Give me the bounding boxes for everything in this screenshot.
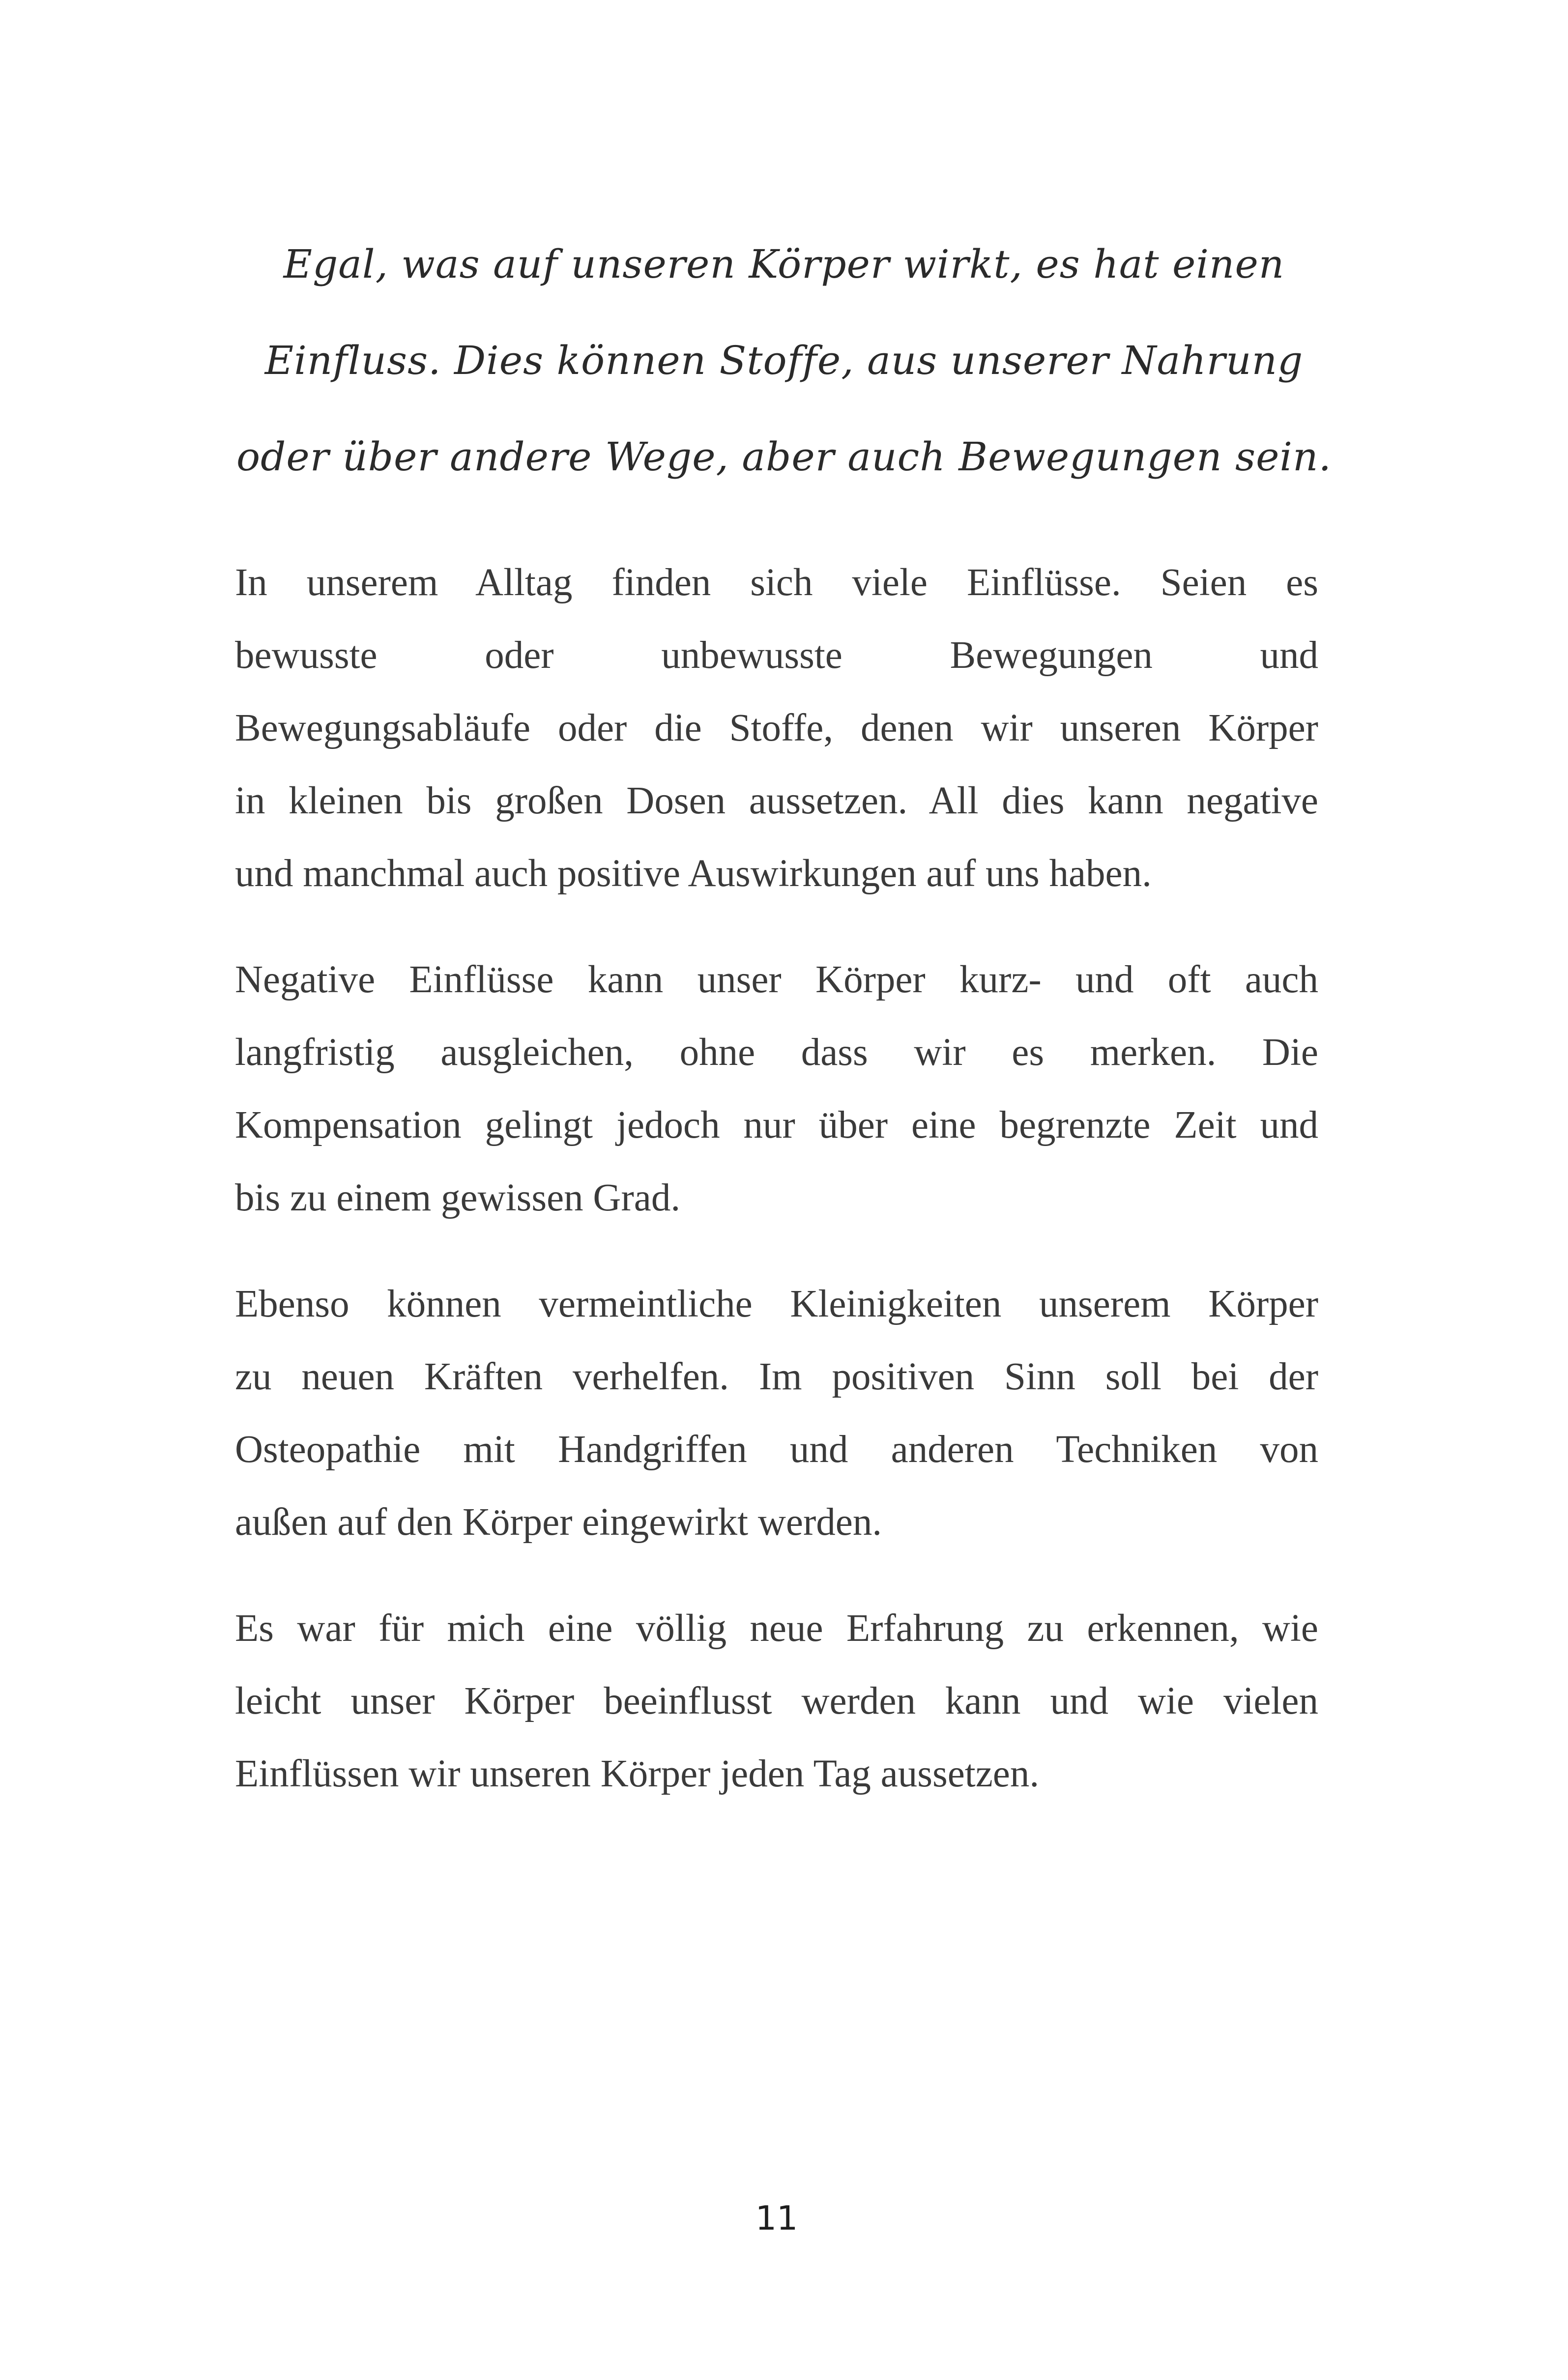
- quote-line: Einfluss. Dies können Stoffe, aus unserer Nahrung: [264, 338, 1304, 383]
- text-line: bewusste oder unbewusste Bewegungen und: [235, 634, 1318, 677]
- page-number: 11: [755, 2199, 798, 2238]
- text-line: Bewegungsabläufe oder die Stoffe, denen wir unseren Körper: [235, 707, 1318, 749]
- text-line: außen auf den Körper eingewirkt werden.: [235, 1501, 882, 1544]
- text-line: und manchmal auch positive Auswirkungen auf uns haben.: [235, 852, 1152, 895]
- quote-line: oder über andere Wege, aber auch Bewegungen sein.: [236, 434, 1332, 480]
- intro-quote: [236, 216, 1332, 505]
- text-line: Ebenso können vermeintliche Kleinigkeiten unserem Körper: [235, 1283, 1318, 1325]
- text-line: Einflüssen wir unseren Körper jeden Tag aussetzen.: [235, 1752, 1040, 1795]
- paragraph-4: [235, 1592, 1318, 1810]
- paragraph-2: [235, 944, 1318, 1234]
- text-line: Negative Einflüsse kann unser Körper kurz- und oft auch: [235, 958, 1318, 1001]
- text-line: in kleinen bis großen Dosen aussetzen. All dies kann negative: [235, 779, 1318, 822]
- paragraph-1: [235, 546, 1318, 910]
- text-line: Kompensation gelingt jedoch nur über eine begrenzte Zeit und: [235, 1104, 1318, 1147]
- text-line: langfristig ausgleichen, ohne dass wir es merken. Die: [235, 1031, 1318, 1074]
- text-line: bis zu einem gewissen Grad.: [235, 1176, 681, 1219]
- quote-line: Egal, was auf unseren Körper wirkt, es hat einen: [283, 241, 1285, 287]
- paragraph-3: [235, 1268, 1318, 1559]
- body-text: [235, 546, 1318, 1844]
- text-line: leicht unser Körper beeinflusst werden kann und wie vielen: [235, 1680, 1318, 1722]
- text-line: Es war für mich eine völlig neue Erfahrung zu erkennen, wie: [235, 1607, 1318, 1650]
- text-line: Osteopathie mit Handgriffen und anderen Techniken von: [235, 1428, 1318, 1471]
- text-line: In unserem Alltag finden sich viele Einflüsse. Seien es: [235, 561, 1318, 604]
- text-line: zu neuen Kräften verhelfen. Im positiven Sinn soll bei der: [235, 1355, 1318, 1398]
